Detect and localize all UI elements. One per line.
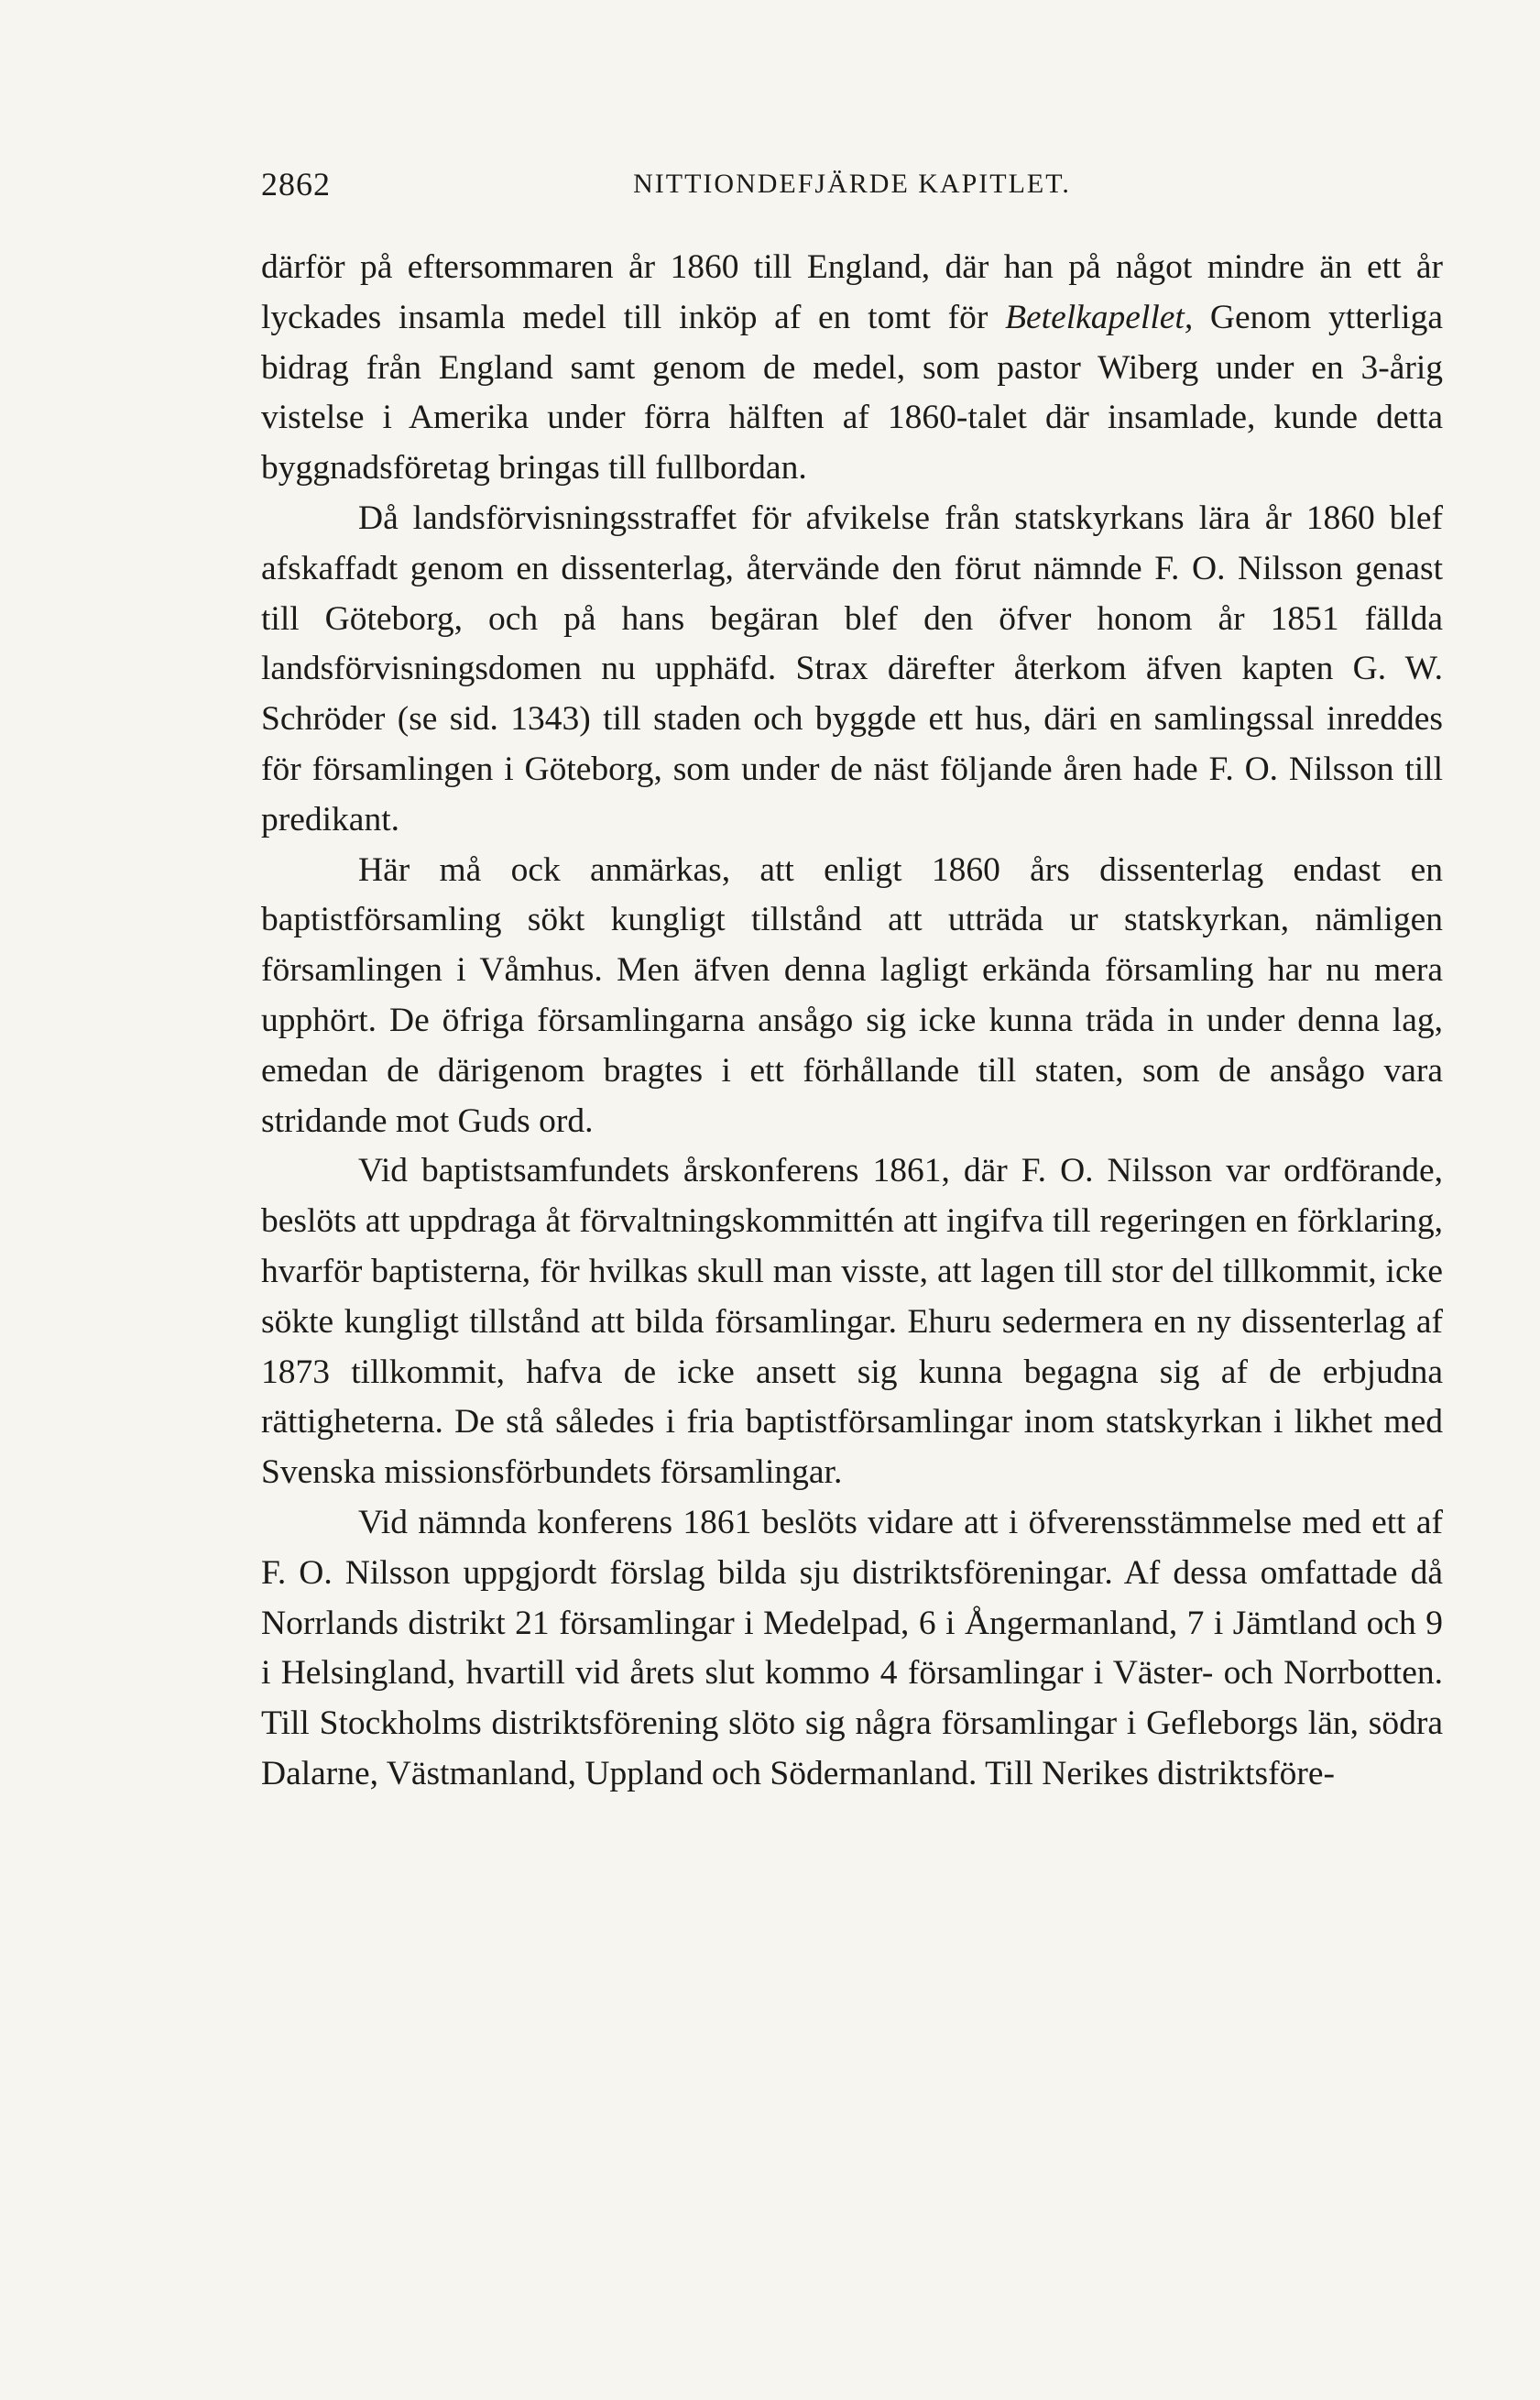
paragraph-1-before: därför på eftersommaren år 1860 till England, där han på något mindre än ett år lyckades insamla medel till inköp af en tomt för	[261, 248, 1443, 336]
running-head: NITTIONDEFJÄRDE KAPITLET.	[633, 169, 1071, 199]
page-header	[261, 165, 1443, 220]
paragraph-1	[261, 243, 1443, 494]
page-number: 2862	[261, 166, 331, 203]
paragraph-2: Då landsförvisningsstraffet för afvikelse från statskyrkans lära år 1860 blef afskaffadt genom en dissenterlag, återvände den förut nämnde F. O. Nilsson genast till Göteborg, och på hans begäran blef den öfver honom år 1851 fällda landsförvisningsdomen nu upphäfd. Strax därefter återkom äfven kapten G. W. Schröder (se sid. 1343) till staden och byggde ett hus, däri en samlingssal inreddes för församlingen i Göteborg, som under de näst följande åren hade F. O. Nilsson till predikant.	[261, 499, 1443, 838]
paragraph-3: Här må ock anmärkas, att enligt 1860 års dissenterlag endast en baptistförsamling sökt kungligt tillstånd att utträda ur statskyrkan, nämligen församlingen i Våmhus. Men äfven denna lagligt erkända församling har nu mera upphört. De öfriga församlingarna ansågo sig icke kunna träda in under denna lag, emedan de därigenom bragtes i ett förhållande till staten, som de ansågo vara stridande mot Guds ord.	[261, 850, 1443, 1140]
paragraph-4: Vid baptistsamfundets årskonferens 1861, där F. O. Nilsson var ordförande, beslöts att uppdraga åt förvaltningskommittén att ingifva till regeringen en förklaring, hvarför baptisterna, för hvilkas skull man visste, att lagen till stor del tillkommit, icke sökte kungligt tillstånd att bilda församlingar. Ehuru sedermera en ny dissenterlag af 1873 tillkommit, hafva de icke ansett sig kunna begagna sig af de erbjudna rättigheterna. De stå således i fria baptistförsamlingar inom statskyrkan i likhet med Svenska missionsförbundets församlingar.	[261, 1152, 1443, 1492]
body-text	[261, 243, 1443, 1800]
paragraph-1-italic-name: Betelkapellet,	[1005, 298, 1194, 336]
paragraph-1-after: Genom ytterliga bidrag från England samt genom de medel, som pastor Wiberg under en 3-årig vistelse i Amerika under förra hälften af 1860-talet där insamlade, kunde detta byggnadsföretag bringas till fullbordan.	[261, 298, 1443, 488]
paragraph-5: Vid nämnda konferens 1861 beslöts vidare att i öfverensstämmelse med ett af F. O. Nilsson uppgjordt förslag bilda sju distriktsföreningar. Af dessa omfattade då Norrlands distrikt 21 församlingar i Medelpad, 6 i Ångermanland, 7 i Jämtland och 9 i Helsingland, hvartill vid årets slut kommo 4 församlingar i Väster- och Norrbotten. Till Stockholms distriktsförening slöto sig några församlingar i Gefleborgs län, södra Dalarne, Västmanland, Uppland och Södermanland. Till Nerikes distriktsföre-	[261, 1503, 1443, 1792]
